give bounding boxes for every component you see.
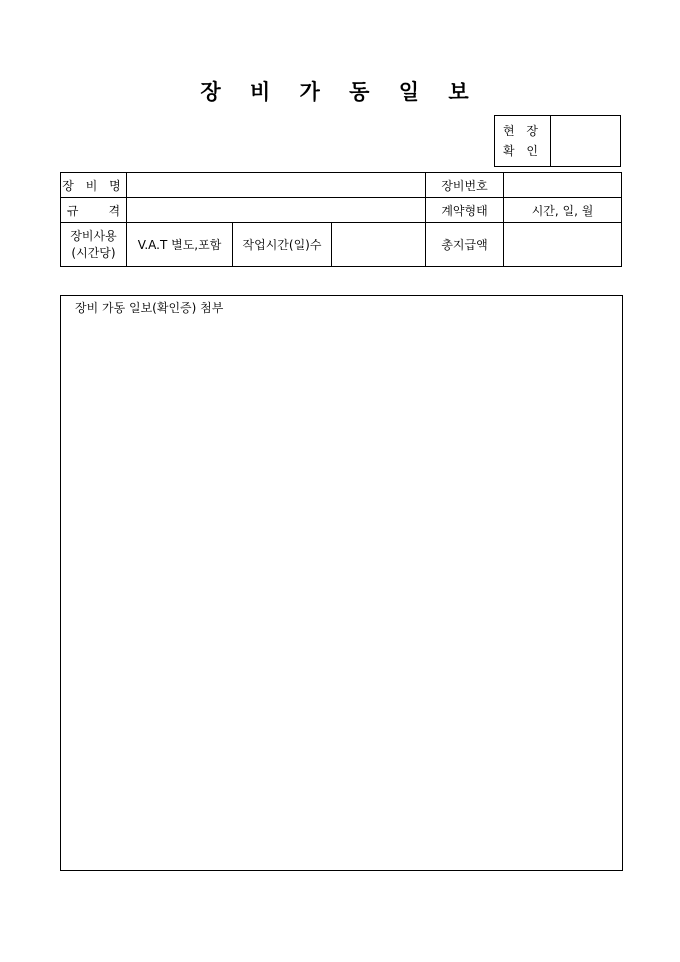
usage-label-line1: 장비사용 bbox=[70, 228, 117, 243]
site-confirm-label-line1: 현 장 bbox=[503, 124, 542, 138]
usage-hourly-label bbox=[61, 223, 127, 267]
total-payment-label: 총지급액 bbox=[426, 223, 504, 267]
document-title: 장 비 가 동 일 보 bbox=[200, 79, 480, 104]
work-days-label: 작업시간(일)수 bbox=[233, 223, 332, 267]
usage-label-line2: (시간당) bbox=[71, 245, 116, 260]
spec-label-char1: 규 bbox=[66, 203, 79, 218]
vat-option-cell[interactable]: V.A.T 별도,포함 bbox=[127, 223, 233, 267]
equipment-name-label: 장 비 명 bbox=[61, 173, 127, 198]
site-confirm-label bbox=[495, 116, 551, 167]
equipment-number-label: 장비번호 bbox=[426, 173, 504, 198]
table-row-spec bbox=[61, 198, 622, 223]
contract-type-label: 계약형태 bbox=[426, 198, 504, 223]
site-confirm-signature-field[interactable] bbox=[551, 116, 621, 167]
attachment-area[interactable] bbox=[60, 295, 623, 871]
equipment-number-field[interactable] bbox=[504, 173, 622, 198]
table-row-equipment-name bbox=[61, 173, 622, 198]
spec-field[interactable] bbox=[127, 198, 426, 223]
spec-label bbox=[61, 198, 127, 223]
spec-label-char2: 격 bbox=[108, 203, 121, 218]
site-confirm-box bbox=[494, 115, 621, 167]
table-row-usage bbox=[61, 223, 622, 267]
site-confirm-label-line2: 확 인 bbox=[503, 144, 542, 158]
equipment-info-table bbox=[60, 172, 622, 267]
total-payment-field[interactable] bbox=[504, 223, 622, 267]
contract-type-value[interactable]: 시간, 일, 월 bbox=[504, 198, 622, 223]
equipment-name-field[interactable] bbox=[127, 173, 426, 198]
work-days-field[interactable] bbox=[332, 223, 426, 267]
attachment-label: 장비 가동 일보(확인증) 첨부 bbox=[75, 301, 224, 315]
